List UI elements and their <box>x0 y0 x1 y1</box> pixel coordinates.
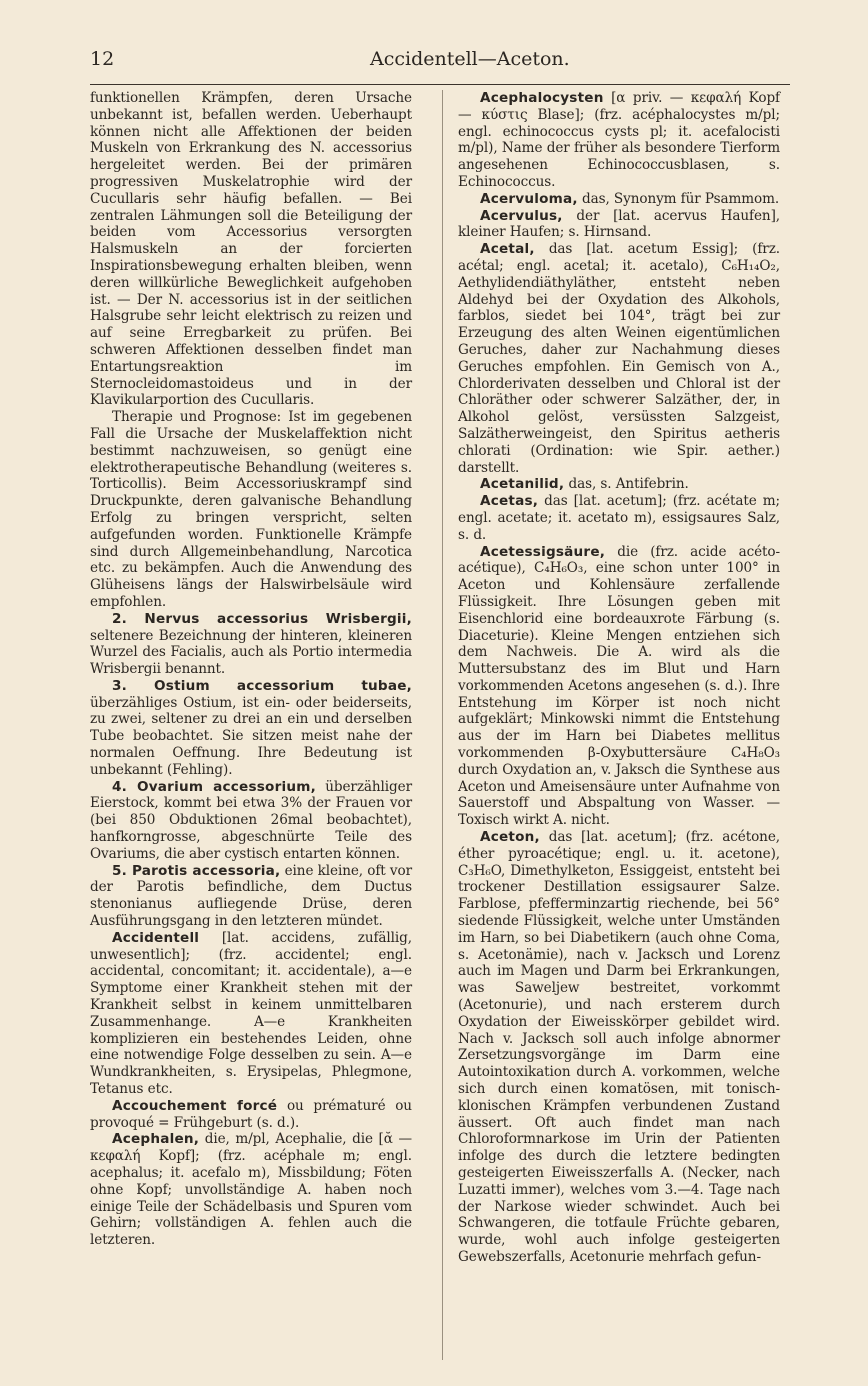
entry-paragraph <box>458 208 780 242</box>
entry-text: der [lat. acervus Haufen], kleiner Haufen; s. Hirnsand. <box>458 207 780 241</box>
entry-text: Therapie und Prognose: Ist im gegebenen Fall die Ursache der Muskelaffektion nicht bestimmt nachzuweisen, so genügt eine elektrotherapeutische Behandlung (weiteres s. Torticollis). Beim Accessoriuskrampf sind Druckpunkte, deren galvanische Behandlung Erfolg zu bringen verspricht, selten aufgefunden worden. Funktionelle Krämpfe sind durch Allgemeinbehandlung, Narcotica etc. zu bekämpfen. Auch die Anwendung des Glüheisens längs der Halswirbelsäule wird empfohlen. <box>90 409 412 610</box>
entry-headword: Acetanilid, <box>480 476 565 493</box>
entry-paragraph <box>90 930 412 1098</box>
entry-headword: Acervuloma, <box>480 190 578 207</box>
entry-text: das [lat. acetum Essig]; (frz. acétal; engl. acetal; it. acetalo), C₆H₁₄O₂, Aethylidendiäthyläther, entsteht neben Aldehyd bei der Oxydation des Alkohols, farblos, siedet bei 104°, trägt bei zur Erzeugung des alten Weinen eigentümlichen Geruches, daher zur Nachahmung dieses Geruches empfohlen. Ein Gemisch von A., Chlorderivaten desselben und Chloral ist der Chloräther oder schwerer Salzäther, der, in Alkohol gelöst, versüssten Salzgeist, Salzätherweingeist, den Spiritus aetheris chlorati (Ordination: wie Spir. aether.) darstellt. <box>458 241 780 476</box>
running-head: Accidentell—Aceton. <box>370 48 570 70</box>
entry-text: ou prématuré ou provoqué = Frühgeburt (s. d.). <box>90 1097 412 1131</box>
entry-text: seltenere Bezeichnung der hinteren, kleineren Wurzel des Facialis, auch als Portio intermedia Wrisbergii benannt. <box>90 627 412 678</box>
page-number: 12 <box>90 48 115 70</box>
entry-paragraph <box>90 611 412 678</box>
entry-paragraph <box>90 1131 412 1249</box>
entry-paragraph <box>458 476 780 493</box>
entry-text: funktionellen Krämpfen, deren Ursache unbekannt ist, befallen werden. Ueberhaupt können nicht alle Affektionen der beiden Muskeln von Erkrankung des N. accessorius hergeleitet werden. Bei der primären progressiven Muskelatrophie wird der Cucullaris sehr häufig befallen. — Bei zentralen Lähmungen soll die Beteiligung der beiden vom Accessorius versorgten Halsmuskeln an der forcierten Inspirationsbewegung erhalten bleiben, wenn deren willkürliche Beweglichkeit aufgehoben ist. — Der N. accessorius ist in der seitlichen Halsgrube sehr leicht elektrisch zu reizen und auf seine Erregbarkeit zu prüfen. Bei schweren Affektionen desselben findet man Entartungsreaktion im Sternocleidomastoideus und in der Klavikularportion des Cucullaris. <box>90 90 412 409</box>
entry-paragraph <box>90 678 412 779</box>
entry-headword: Acetessigsäure, <box>480 543 606 560</box>
entry-headword: 5. Parotis accessoria, <box>112 862 281 879</box>
entry-paragraph <box>458 191 780 208</box>
entry-headword: 4. Ovarium accessorium, <box>112 778 316 795</box>
entry-headword: 3. Ostium accessorium tubae, <box>112 677 412 694</box>
entry-text: [lat. accidens, zufällig, unwesentlich]; (frz. accidentel; engl. accidental, concomitant; it. accidentale), a—e Symptome einer Krankheit stehen mit der Krankheit selbst in keinem unmittelbaren Zusammenhange. A—e Krankheiten komplizieren ein bestehendes Leiden, ohne eine notwendige Folge desselben zu sein. A—e Wundkrankheiten, s. Erysipelas, Phlegmone, Tetanus etc. <box>90 929 412 1098</box>
entry-paragraph <box>90 90 412 409</box>
entry-paragraph <box>90 779 412 863</box>
page-header <box>90 44 790 80</box>
entry-headword: Accouchement forcé <box>112 1097 278 1114</box>
entry-paragraph <box>90 1098 412 1132</box>
entry-headword: Acephalocysten <box>480 90 604 106</box>
header-rule <box>90 84 790 85</box>
left-column <box>90 90 412 1249</box>
entry-text: die, m/pl, Acephalie, die [ᾰ — κεφαλή Kopf]; (frz. acéphale m; engl. acephalus; it. acefalo m), Missbildung; Föten ohne Kopf; unvollständige A. haben noch einige Teile der Schädelbasis und Spuren vom Gehirn; vollständigen A. fehlen auch die letzteren. <box>90 1131 412 1249</box>
entry-text: die (frz. acide acéto-acétique), C₄H₆O₃, eine schon unter 100° in Aceton und Kohlensäure zerfallende Flüssigkeit. Ihre Lösungen geben mit Eisenchlorid eine bordeauxrote Färbung (s. Diaceturie). Kleine Mengen entziehen sich dem Nachweis. Die A. wird als die Muttersubstanz des im Blut und Harn vorkommenden Acetons angesehen (s. d.). Ihre Entstehung im Körper ist noch nicht aufgeklärt; Minkowski nimmt die Entstehung aus der im Harn bei Diabetes mellitus vorkommenden β-Oxybuttersäure C₄H₈O₃ durch Oxydation an, v. Jaksch die Synthese aus Aceton und Ameisensäure unter Aufnahme von Sauerstoff und Abspaltung von Wasser. — Toxisch wirkt A. nicht. <box>458 543 780 829</box>
entry-paragraph <box>458 493 780 543</box>
entry-paragraph <box>90 863 412 930</box>
entry-text: überzähliger Eierstock, kommt bei etwa 3% der Frauen vor (bei 850 Obduktionen 26mal beobachtet), hanfkorngrosse, abgeschnürte Teile des Ovariums, die aber cystisch entarten können. <box>90 778 412 862</box>
entry-headword: Acephalen, <box>112 1131 200 1148</box>
entry-text: das [lat. acetum]; (frz. acétone, éther pyroacétique; engl. u. it. acetone), C₃H₆O, Dimethylketon, Essiggeist, entsteht bei trockener Destillation essigsaurer Salze. Farblose, pfefferminzartig riechende, bei 56° siedende Flüssigkeit, welche unter Umständen im Harn, so bei Diabetikern (auch ohne Coma, s. Acetonämie), nach v. Jacksch und Lorenz auch im Magen und Darm bei Erkrankungen, was Saweljew bestreitet, vorkommt (Acetonurie), und nach ersterem durch Oxydation der Eiweisskörper gebildet wird. Nach v. Jacksch soll auch infolge abnormer Zersetzungsvorgänge im Darm eine Autointoxikation durch A. vorkommen, welche sich durch einen komatösen, mit tonisch-klonischen Krämpfen verbundenen Zustand äussert. Oft auch findet man nach Chloroformnarkose im Urin der Patienten infolge des durch die letztere bedingten gesteigerten Eiweisszerfalls A. (Necker, nach Luzatti immer), welches vom 3.—4. Tage nach der Narkose wieder schwindet. Auch bei Schwangeren, die totfaule Früchte gebaren, wurde, wohl auch infolge gesteigerten Gewebszerfalls, Acetonurie mehrfach gefun- <box>458 829 780 1265</box>
entry-text: das, Synonym für Psammom. <box>581 190 780 207</box>
entry-headword: Aceton, <box>480 829 540 846</box>
entry-headword: 2. Nervus accessorius Wrisbergii, <box>112 610 412 627</box>
right-column <box>458 90 780 1266</box>
entry-text: das [lat. acetum]; (frz. acétate m; engl. acetate; it. acetato m), essigsaures Salz, s. d. <box>458 493 780 543</box>
entry-headword: Acetas, <box>480 493 539 510</box>
entry-text: das, s. Antifebrin. <box>568 476 689 493</box>
entry-paragraph <box>458 544 780 830</box>
entry-headword: Acetal, <box>480 241 535 258</box>
entry-headword: Accidentell <box>112 929 200 946</box>
entry-paragraph <box>458 241 780 476</box>
entry-paragraph <box>90 409 412 611</box>
entry-paragraph <box>458 90 780 191</box>
entry-text: [α priv. — κεφαλή Kopf — κύστις Blase]; (frz. acéphalocystes m/pl; engl. echinococcus cysts pl; it. acefalocisti m/pl), Name der früher als besondere Tierform angesehenen Echinococcusblasen, s. Echinococcus. <box>458 90 780 190</box>
entry-text: überzähliges Ostium, ist ein- oder beiderseits, zu zwei, seltener zu drei an ein und derselben Tube beobachtet. Sie sitzen meist nahe der normalen Oeffnung. Ihre Bedeutung ist unbekannt (Fehling). <box>90 694 412 778</box>
entry-paragraph <box>458 829 780 1266</box>
entry-headword: Acervulus, <box>480 207 563 224</box>
entry-text: eine kleine, oft vor der Parotis befindliche, dem Ductus stenonianus aufliegende Drüse, deren Ausführungsgang in den letzteren mündet. <box>90 862 412 930</box>
column-separator <box>442 90 443 1360</box>
